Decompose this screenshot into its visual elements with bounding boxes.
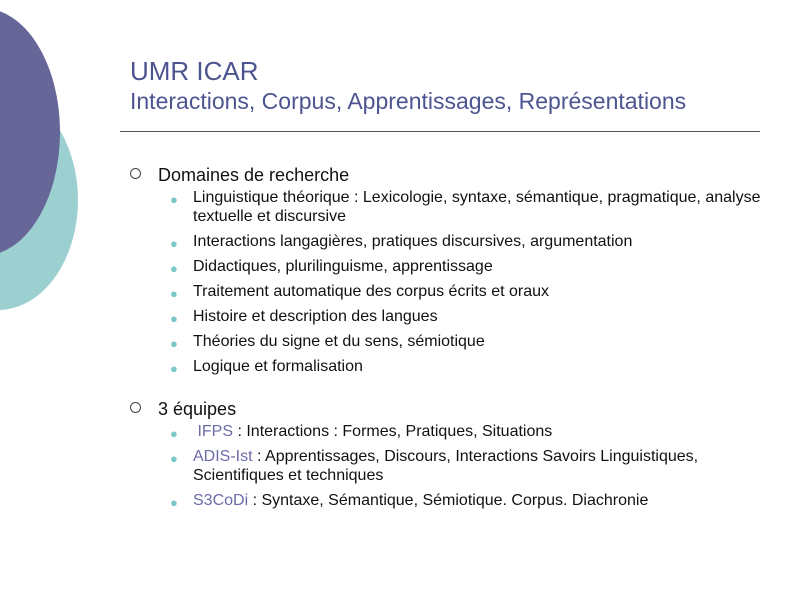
section-heading [130,396,770,422]
list-item [130,257,770,276]
list-item [130,357,770,376]
list-item-text: Interactions langagières, pratiques discursives, argumentation [193,233,633,250]
bullet-icon: ● [170,495,178,510]
section-domaines [130,162,770,376]
bullet-icon: ● [170,426,178,441]
team-description: : Apprentissages, Discours, Interactions Savoirs Linguistiques, Scientifiques et techniques [193,448,699,484]
list-item [130,282,770,301]
section-heading-text: Domaines de recherche [158,165,350,185]
list-item-text: Théories du signe et du sens, sémiotique [193,333,485,350]
list-item [130,332,770,351]
title-divider [120,131,760,132]
slide-title: UMR ICAR [130,56,259,86]
list-item [130,232,770,251]
team-description: : Interactions : Formes, Pratiques, Situations [233,423,553,440]
team-list [130,422,770,510]
section-equipes [130,396,770,510]
bullet-icon: ● [170,236,178,251]
bullet-icon: ● [170,286,178,301]
bullet-icon: ● [170,311,178,326]
slide-body [130,162,770,516]
bullet-icon: ● [170,261,178,276]
bullet-icon: ● [170,361,178,376]
hollow-circle-bullet-icon [130,402,141,413]
list-item-text: Linguistique théorique : Lexicologie, syntaxe, sémantique, pragmatique, analyse textuelle et discursive [193,189,761,225]
bullet-icon: ● [170,336,178,351]
slide-title-block [130,55,686,115]
list-item [130,188,770,226]
list-item-text: Didactiques, plurilinguisme, apprentissage [193,258,493,275]
slide-subtitle: Interactions, Corpus, Apprentissages, Représentations [130,88,687,114]
section-heading-text: 3 équipes [158,399,237,419]
team-description: : Syntaxe, Sémantique, Sémiotique. Corpus. Diachronie [248,492,649,509]
list-item-text: Logique et formalisation [193,358,363,375]
list-item-text: Histoire et description des langues [193,308,438,325]
domain-list [130,188,770,376]
hollow-circle-bullet-icon [130,168,141,179]
team-acronym-link[interactable]: S3CoDi [193,492,249,509]
team-item-s3codi [130,491,770,510]
list-item-text: Traitement automatique des corpus écrits et oraux [193,283,550,300]
section-heading [130,162,770,188]
bullet-icon: ● [170,451,178,466]
bullet-icon: ● [170,192,178,207]
team-acronym-link[interactable]: ADIS-Ist [193,448,253,465]
team-acronym-link[interactable]: IFPS [193,423,234,440]
team-item-ifps [130,422,770,441]
list-item [130,307,770,326]
team-item-adis-ist [130,447,770,485]
